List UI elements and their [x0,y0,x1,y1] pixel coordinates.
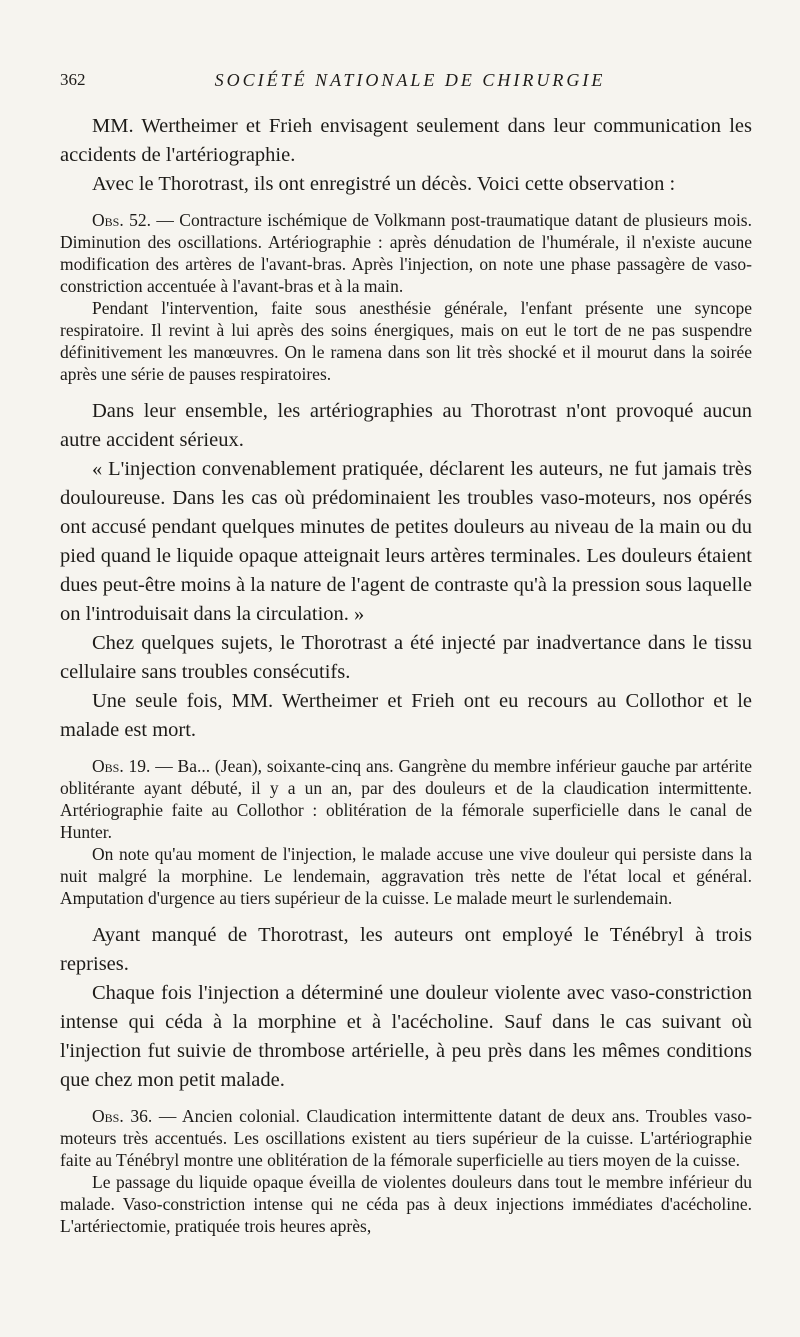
paragraph: Chaque fois l'injection a déterminé une douleur violente avec vaso-constriction intense qui céda à la morphine et à l'acécholine. Sauf dans le cas suivant où l'injection fut suivie de thrombose artérielle, à peu près dans les mêmes conditions que chez mon petit malade. [60,982,752,1091]
paragraph: Avec le Thorotrast, ils ont enregistré un décès. Voici cette observation : [92,173,676,195]
observation-label: Obs. 52. [92,210,151,230]
paragraph: Une seule fois, MM. Wertheimer et Frieh ont eu recours au Collothor et le malade est mort. [60,690,752,741]
running-title: SOCIÉTÉ NATIONALE DE CHIRURGIE [214,70,606,90]
observation-paragraph: Pendant l'intervention, faite sous anesthésie générale, l'enfant présente une syncope respiratoire. Il revint à lui après des soins énergiques, mais on eut le tort de ne pas suspendre définitivement les manœuvres. On le ramena dans son lit très shocké et il mourut dans la soirée après une série de pauses respiratoires. [60,298,752,384]
paragraph: Ayant manqué de Thorotrast, les auteurs ont employé le Ténébryl à trois reprises. [60,924,752,975]
paragraph: Dans leur ensemble, les artériographies au Thorotrast n'ont provoqué aucun autre accident sérieux. [60,400,752,451]
observation-paragraph [60,755,752,843]
quotation-paragraph: « L'injection convenablement pratiquée, déclarent les auteurs, ne fut jamais très douloureuse. Dans les cas où prédominaient les troubles vaso-moteurs, nos opérés ont accusé pendant quelques minutes de petites douleurs au niveau de la main ou du pied quand le liquide opaque atteignait leurs artères terminales. Les douleurs étaient dues peut-être moins à la nature de l'agent de contraste qu'à la pression sous laquelle on l'introduisait dans la circulation. » [60,458,752,625]
observation-paragraph [60,209,752,297]
body-text [60,112,752,1237]
observation-text: — Ancien colonial. Claudication intermittente datant de deux ans. Troubles vaso-moteurs très accentués. Les oscillations existent au tiers supérieur de la cuisse. L'artériographie faite au Ténébryl montre une oblitération de la fémorale superficielle au tiers moyen de la cuisse. [60,1106,752,1170]
observation-paragraph: Le passage du liquide opaque éveilla de violentes douleurs dans tout le membre inférieur du malade. Vaso-constriction intense qui ne céda pas à deux injections immédiates d'acécholine. L'artériectomie, pratiquée trois heures après, [60,1172,752,1236]
page-number: 362 [60,70,86,89]
page-header [60,70,760,94]
observation-text: — Ba... (Jean), soixante-cinq ans. Gangrène du membre inférieur gauche par artérite oblitérante ayant débuté, il y a un an, par des douleurs et de la claudication intermittente. Artériographie faite au Collothor : oblitération de la fémorale superficielle dans le canal de Hunter. [60,756,752,842]
paragraph: Chez quelques sujets, le Thorotrast a été injecté par inadvertance dans le tissu cellulaire sans troubles consécutifs. [60,632,752,683]
observation-paragraph: On note qu'au moment de l'injection, le malade accuse une vive douleur qui persiste dans la nuit malgré la morphine. Le lendemain, aggravation très nette de l'état local et général. Amputation d'urgence au tiers supérieur de la cuisse. Le malade meurt le surlendemain. [60,844,752,908]
observation-label: Obs. 19. [92,756,151,776]
observation-label: Obs. 36. [92,1106,153,1126]
observation-text: — Contracture ischémique de Volkmann post-traumatique datant de plusieurs mois. Diminution des oscillations. Artériographie : après dénudation de l'humérale, il n'existe aucune modification des artères de l'avant-bras. Après l'injection, on note une phase passagère de vaso-constriction accentuée à l'avant-bras et à la main. [60,210,752,296]
observation-paragraph [60,1105,752,1171]
paragraph: MM. Wertheimer et Frieh envisagent seulement dans leur communication les accidents de l'artériographie. [60,115,752,166]
